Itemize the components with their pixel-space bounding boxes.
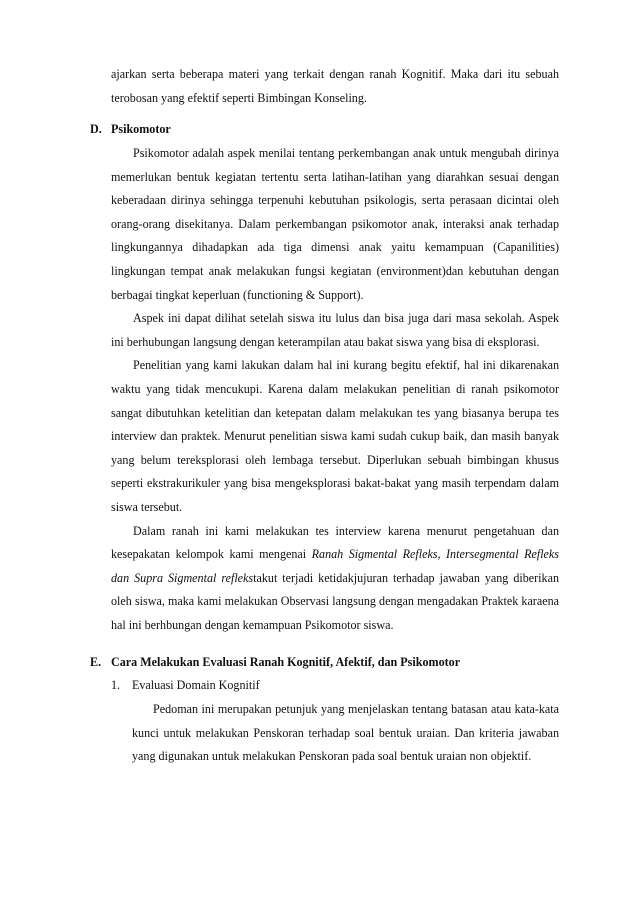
section-e-title: Cara Melakukan Evaluasi Ranah Kognitif, Afektif, dan Psikomotor	[111, 655, 461, 669]
intro-paragraph	[111, 63, 559, 110]
section-d-paragraph-2: Aspek ini dapat dilihat setelah siswa itu lulus dan bisa juga dari masa sekolah. Aspek ini berhubungan langsung dengan keterampilan atau bakat siswa yang bisa di eksplorasi.	[111, 311, 559, 349]
section-e-item-1-text: Pedoman ini merupakan petunjuk yang menjelaskan tentang batasan atau kata-kata kunci untuk melakukan Penskoran terhadap soal bentuk uraian. Dan kriteria jawaban yang digunakan untuk melakukan Penskoran pada soal bentuk uraian non objektif.	[132, 702, 559, 764]
intro-text: ajarkan serta beberapa materi yang terkait dengan ranah Kognitif. Maka dari itu sebuah terobosan yang efektif seperti Bimbingan Konseling.	[111, 67, 559, 105]
section-d-p4-italic: Ranah Sigmental Refleks, Intersegmental Refleks dan Supra Sigmental refleks	[111, 547, 559, 585]
section-d-letter: D.	[90, 122, 102, 136]
section-e-item-1-body	[132, 698, 559, 769]
section-d-heading	[90, 118, 171, 142]
section-d-paragraph-4	[111, 520, 559, 638]
section-e-heading	[90, 651, 460, 675]
section-e-letter: E.	[90, 655, 102, 669]
section-e-item-1-title: Evaluasi Domain Kognitif	[132, 678, 260, 692]
section-e-item-1-number: 1.	[111, 678, 121, 692]
section-d-paragraph-1: Psikomotor adalah aspek menilai tentang perkembangan anak untuk mengubah dirinya memerlukan bentuk kegiatan tertentu serta latihan-latihan yang diarahkan sesuai dengan keberadaan dirinya sehingga terpenuhi kebutuhan psikologis, serta perasaan dicintai oleh orang-orang disekitanya. Dalam perkembangan psikomotor anak, interaksi anak terhadap lingkungannya dihadapkan ada tiga dimensi anak yaitu kemampuan (Capanilities) lingkungan tempat anak melakukan fungsi kegiatan (environment)dan kebutuhan dengan berbagai tingkat keperluan (functioning & Support).	[111, 146, 559, 302]
section-d-title: Psikomotor	[111, 122, 171, 136]
section-d-body	[111, 142, 559, 637]
section-d-p4-before: Dalam ranah ini kami melakukan tes interview karena menurut pengetahuan dan kesepakatan kelompok kami mengenai	[111, 523, 559, 562]
section-d-paragraph-3: Penelitian yang kami lakukan dalam hal ini kurang begitu efektif, hal ini dikarenakan waktu yang tidak mencukupi. Karena dalam melakukan penelitian di ranah psikomotor sangat dibutuhkan ketelitian dan ketepatan dalam melakukan tes yang biasanya berupa tes interview dan praktek. Menurut penelitian siswa kami sudah cukup baik, dan masih banyak yang belum tereksplorasi oleh lembaga tersebut. Diperlukan sebuah bimbingan khusus seperti ekstrakurikuler yang bisa mengeksplorasi bakat-bakat yang masih terpendam dalam siswa tersebut.	[111, 358, 559, 514]
section-e-item-1-heading	[111, 674, 260, 698]
section-d-p4-after: takut terjadi ketidakjujuran terhadap jawaban yang diberikan oleh siswa, maka kami melakukan Observasi langsung dengan mengadakan Praktek karaena hal ini berhbungan dengan kemampuan Psikomotor siswa.	[111, 570, 559, 632]
